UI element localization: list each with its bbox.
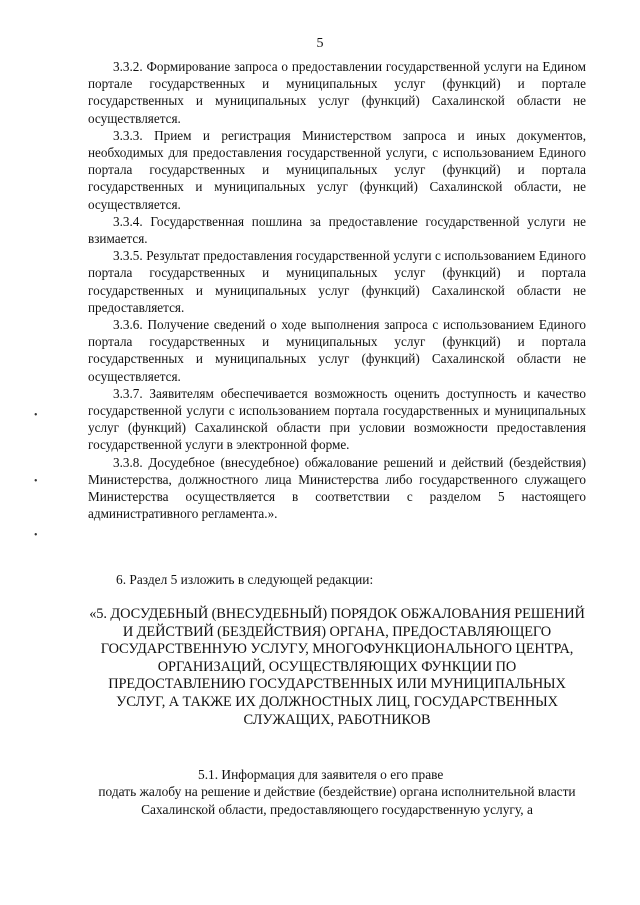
paragraph-3-3-5: 3.3.5. Результат предоставления государственной услуги с использованием Единого портала государственных и муниципальных услуг (функций) и портала государственных и муниципальных услуг (функций) Сахалинской области не предоставляется. (88, 248, 586, 315)
paragraph-3-3-7: 3.3.7. Заявителям обеспечивается возможность оценить доступность и качество государственной услуги с использованием портала государственных и муниципальных услуг (функций) Сахалинской области при условии возможности предоставления государственной услуги в электронной форме. (88, 385, 586, 453)
page-number: 5 (316, 36, 324, 51)
paragraph-3-3-6: 3.3.6. Получение сведений о ходе выполнения запроса с использованием Единого портала государственных и муниципальных услуг (функций) и портала государственных и муниципальных услуг (функций) Сахалинской области не осуществляется. (88, 317, 586, 384)
subheading (88, 766, 586, 818)
paragraph-3-3-3: 3.3.3. Прием и регистрация Министерством запроса и иных документов, необходимых для предоставления государственной услуги, с использованием Единого портала государственных и муниципальных услуг (функций) и портала государственных и муниципальных услуг (функций) Сахалинской области, не осуществляется. (88, 127, 586, 212)
margin-mark: • (34, 530, 38, 541)
subheading-line-1: 5.1. Информация для заявителя о его праве (198, 767, 444, 782)
body-text (88, 58, 586, 522)
paragraph-3-3-2: 3.3.2. Формирование запроса о предоставлении государственной услуги на Едином портале государственных и муниципальных услуг (функций) и портале государственных и муниципальных услуг (функций) Сахалинской области не осуществляется. (88, 59, 586, 126)
margin-mark: • (34, 476, 38, 487)
item-6: 6. Раздел 5 изложить в следующей редакции: (116, 572, 374, 587)
subheading-rest: подать жалобу на решение и действие (бездействие) органа исполнительной власти Сахалинской области, предоставляющего государственную услугу, а (98, 784, 576, 817)
paragraph-3-3-8: 3.3.8. Досудебное (внесудебное) обжалование решений и действий (бездействия) Министерства, должностного лица Министерства либо государственного служащего Министерства осуществляется в соответствии с разделом 5 настоящего административного регламента.». (88, 454, 586, 522)
section-heading: «5. ДОСУДЕБНЫЙ (ВНЕСУДЕБНЫЙ) ПОРЯДОК ОБЖАЛОВАНИЯ РЕШЕНИЙ И ДЕЙСТВИЙ (БЕЗДЕЙСТВИЯ) ОРГАНА, ПРЕДОСТАВЛЯЮЩЕГО ГОСУДАРСТВЕННУЮ УСЛУГУ, МНОГОФУНКЦИОНАЛЬНОГО ЦЕНТРА, ОРГАНИЗАЦИЙ, ОСУЩЕСТВЛЯЮЩИХ ФУНКЦИИ ПО ПРЕДОСТАВЛЕНИЮ ГОСУДАРСТВЕННЫХ ИЛИ МУНИЦИПАЛЬНЫХ УСЛУГ, А ТАКЖЕ ИХ ДОЛЖНОСТНЫХ ЛИЦ, ГОСУДАРСТВЕННЫХ СЛУЖАЩИХ, РАБОТНИКОВ (89, 606, 585, 728)
paragraph-3-3-4: 3.3.4. Государственная пошлина за предоставление государственной услуги не взимается. (88, 213, 586, 247)
margin-mark: • (34, 410, 38, 421)
